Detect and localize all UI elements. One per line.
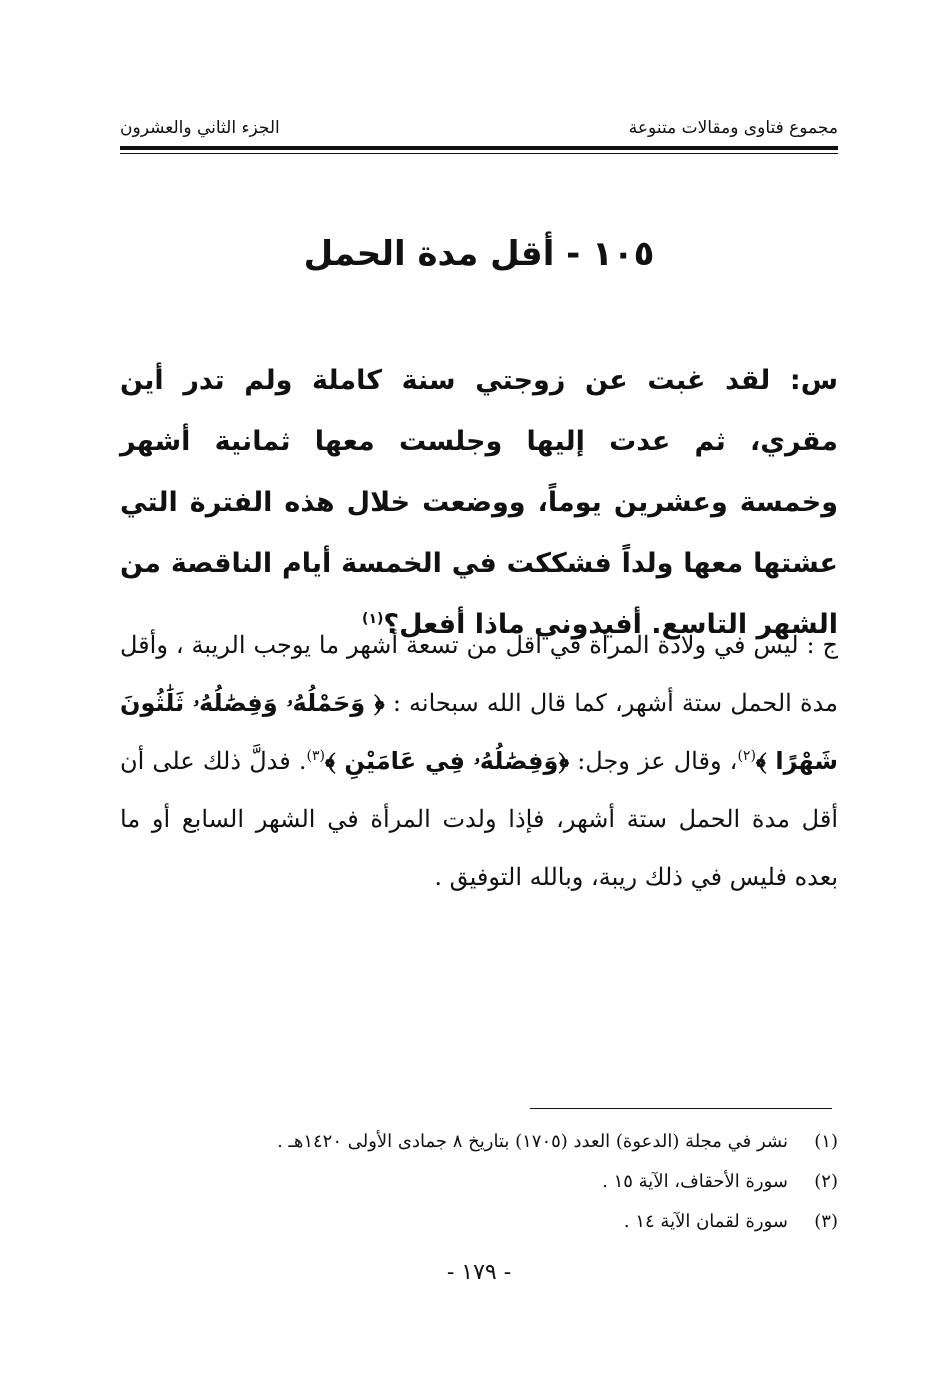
- answer-paragraph: [120, 616, 838, 906]
- volume-title: الجزء الثاني والعشرون: [120, 118, 280, 138]
- answer-text-3: . فدلَّ ذلك على أن أقل مدة الحمل ستة أشهر، فإذا ولدت المرأة في الشهر السابع أو ما بعده فليس في ذلك ريبة، وبالله التوفيق .: [120, 747, 838, 891]
- footnote-1: [120, 1122, 838, 1162]
- footnote-ref-2: (٢): [737, 748, 756, 764]
- footnote-number: (١): [814, 1131, 838, 1152]
- footnote-ref-3: (٣): [306, 748, 325, 764]
- section-title: ١٠٥ - أقل مدة الحمل: [303, 234, 655, 274]
- footnote-3: [120, 1202, 838, 1242]
- footnote-number: (٣): [814, 1211, 838, 1232]
- footnotes: [120, 1122, 838, 1242]
- header-rule: [120, 146, 838, 150]
- question-text: س: لقد غبت عن زوجتي سنة كاملة ولم تدر أين مقري، ثم عدت إليها وجلست معها ثمانية أشهر وخمسة وعشرين يوماً، ووضعت خلال هذه الفترة التي عشتها معها ولداً فشككت في الخمسة أيام الناقصة من الشهر التاسع. أفيدوني ماذا أفعل؟: [120, 365, 838, 640]
- footnote-text: نشر في مجلة (الدعوة) العدد (١٧٠٥) بتاريخ ٨ جمادى الأولى ١٤٢٠هـ .: [277, 1131, 788, 1152]
- footnote-number: (٢): [814, 1171, 838, 1192]
- header-rule-thin: [120, 153, 838, 154]
- page-number: - ١٧٩ -: [446, 1260, 512, 1285]
- quran-verse-2: ﴿وَفِصَٰلُهُۥ فِي عَامَيْنِ ﴾: [324, 747, 570, 775]
- answer-text-1: ج : ليس في ولادة المرأة في أقل من تسعة أشهر ما يوجب الريبة ، وأقل مدة الحمل ستة أشهر، كما قال الله سبحانه :: [120, 631, 838, 717]
- footnote-2: [120, 1162, 838, 1202]
- footnote-text: سورة الأحقاف، الآية ١٥ .: [602, 1171, 788, 1192]
- question-paragraph: [120, 350, 838, 655]
- footnote-ref-1: (١): [362, 611, 384, 627]
- footnote-text: سورة لقمان الآية ١٤ .: [623, 1211, 788, 1232]
- book-title: مجموع فتاوى ومقالات متنوعة: [628, 118, 838, 138]
- answer-text-2: ، وقال عز وجل:: [569, 747, 738, 775]
- footnote-separator: [530, 1108, 832, 1109]
- running-header: [120, 112, 838, 146]
- quran-verse-1: ﴿ وَحَمْلُهُۥ وَفِصَٰلُهُۥ ثَلَٰثُونَ شَهْرًا ﴾: [120, 689, 839, 775]
